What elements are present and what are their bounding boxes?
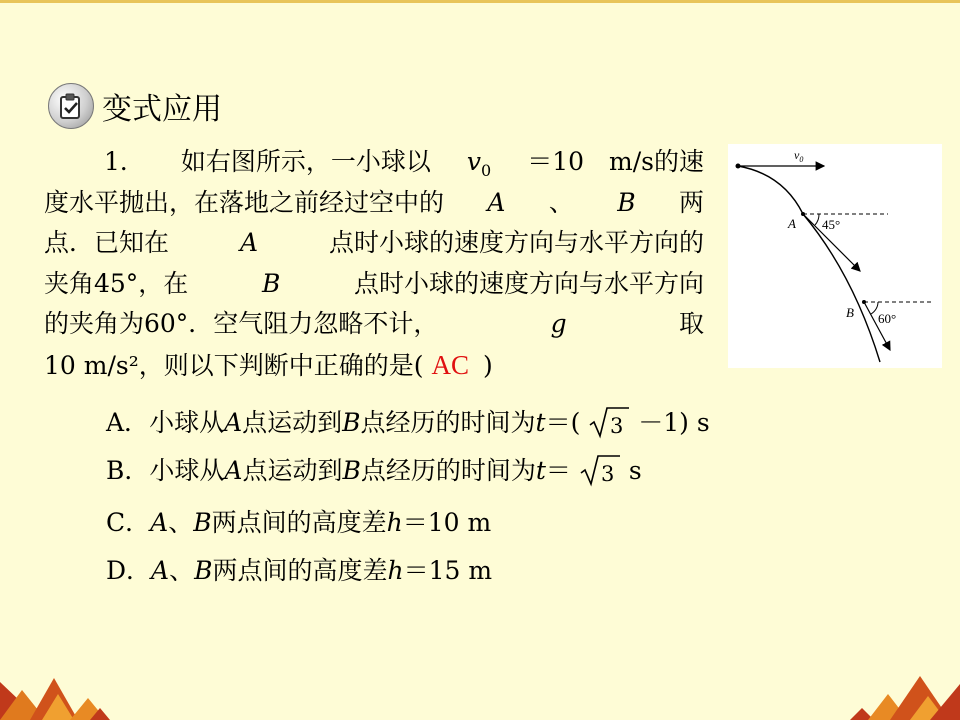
problem-line-1 bbox=[44, 142, 704, 183]
point-b-symbol: B bbox=[617, 187, 636, 217]
option-c: C．A、B两点间的高度差h＝10 m bbox=[106, 508, 492, 537]
problem-text: 度水平抛出，在落地之前经过空中的 bbox=[44, 187, 445, 217]
problem-text: ＝10 m/s的速 bbox=[527, 147, 704, 176]
angle-arc-a bbox=[815, 214, 819, 225]
section-title: 变式应用 bbox=[102, 92, 222, 127]
svg-text:3: 3 bbox=[610, 413, 624, 438]
problem-text: ) bbox=[483, 350, 493, 380]
problem-line-3 bbox=[44, 223, 704, 264]
problem-number: 1． bbox=[104, 147, 145, 176]
problem-line-6 bbox=[44, 345, 704, 386]
point-a-symbol: A bbox=[487, 187, 506, 217]
problem-text: 点时小球的速度方向与水平方向的 bbox=[328, 228, 704, 257]
option-d: D．A、B两点间的高度差h＝15 m bbox=[106, 556, 493, 585]
clipboard-check-icon bbox=[48, 83, 94, 129]
corner-decoration-left bbox=[0, 668, 120, 720]
problem-text: 、 bbox=[548, 187, 574, 217]
problem-text: 10 m/s²，则以下判断中正确的是( bbox=[44, 350, 424, 380]
option-b: B．小球从A点运动到B点经历的时间为t＝ 3 s bbox=[106, 451, 642, 493]
gravity-symbol: g bbox=[550, 309, 567, 338]
velocity-symbol: $v_0$ bbox=[466, 147, 492, 180]
angle-a-label: 45° bbox=[822, 217, 841, 232]
problem-text: 取 bbox=[678, 309, 704, 338]
problem-text: 如右图所示，一小球以 bbox=[180, 147, 431, 176]
section-heading bbox=[48, 82, 222, 130]
problem-text: 点．已知在 bbox=[44, 228, 170, 257]
sqrt-symbol bbox=[588, 405, 630, 445]
corner-decoration-right bbox=[850, 668, 960, 720]
angle-arc-b bbox=[871, 302, 878, 314]
velocity-label: $v_0$ bbox=[794, 148, 804, 164]
point-b-symbol: B bbox=[261, 268, 281, 298]
problem-statement bbox=[44, 142, 704, 385]
svg-text:3: 3 bbox=[600, 461, 615, 486]
sqrt-symbol bbox=[579, 453, 621, 493]
problem-text: 点时小球的速度方向与水平方向 bbox=[353, 268, 704, 298]
trajectory-curve bbox=[738, 166, 880, 362]
point-a-label: A bbox=[788, 216, 796, 231]
point-b-label: B bbox=[846, 305, 854, 320]
problem-line-5 bbox=[44, 304, 704, 345]
problem-text: 两 bbox=[678, 187, 704, 217]
trajectory-figure bbox=[728, 144, 942, 368]
problem-text: 的夹角为60°．空气阻力忽略不计， bbox=[44, 309, 439, 338]
problem-text: 夹角45°，在 bbox=[44, 268, 189, 298]
problem-line-4 bbox=[44, 264, 704, 305]
answer-text: AC bbox=[431, 349, 470, 380]
problem-line-2 bbox=[44, 183, 704, 224]
point-a-symbol: A bbox=[239, 228, 259, 257]
top-accent-rule bbox=[0, 0, 960, 3]
angle-b-label: 60° bbox=[878, 311, 897, 326]
option-a: A．小球从A点运动到B点经历的时间为t＝( 3 －1) s bbox=[106, 403, 710, 445]
